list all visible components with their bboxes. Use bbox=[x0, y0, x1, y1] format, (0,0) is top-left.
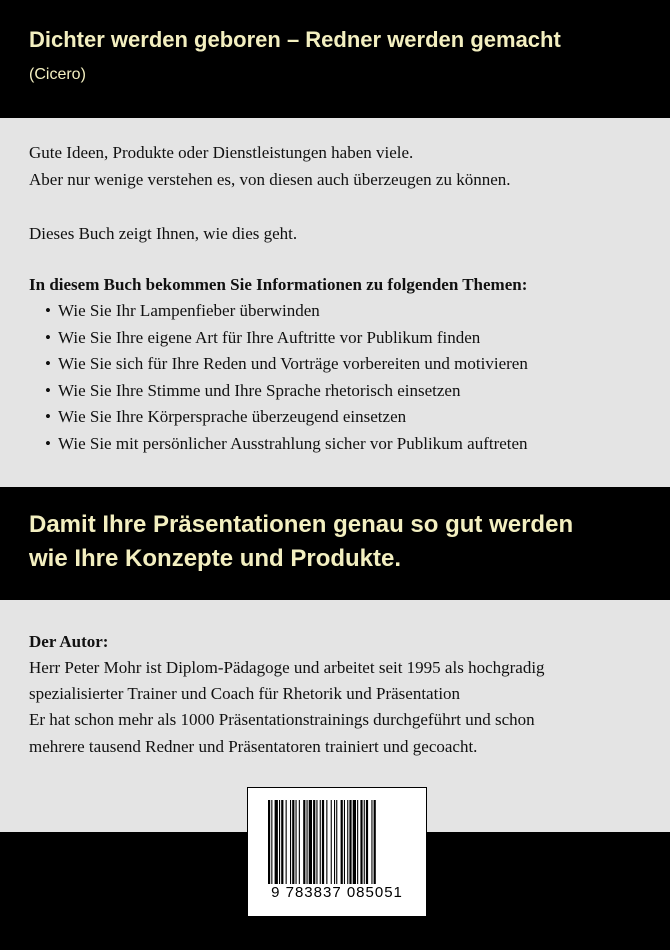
bullet-icon: • bbox=[45, 433, 51, 453]
topics-list bbox=[45, 301, 528, 460]
intro-line: Gute Ideen, Produkte oder Dienstleistungen haben viele. bbox=[29, 143, 414, 162]
author-heading: Der Autor: bbox=[29, 632, 109, 651]
author-line: Er hat schon mehr als 1000 Präsentationstrainings durchgeführt und schon bbox=[29, 710, 535, 729]
list-item: • Wie Sie Ihre Stimme und Ihre Sprache rhetorisch einsetzen bbox=[45, 380, 461, 400]
header-band bbox=[0, 0, 670, 118]
cover-quote: Dichter werden geboren – Redner werden gemacht bbox=[29, 27, 561, 52]
bullet-icon: • bbox=[45, 301, 51, 320]
author-line: Herr Peter Mohr ist Diplom-Pädagoge und arbeitet seit 1995 als hochgradig bbox=[29, 658, 545, 677]
bullet-icon: • bbox=[45, 380, 51, 400]
list-item: • Wie Sie Ihre Körpersprache überzeugend einsetzen bbox=[45, 407, 407, 426]
topics-heading: In diesem Buch bekommen Sie Informationen zu folgenden Themen: bbox=[29, 275, 528, 294]
bullet-icon: • bbox=[45, 327, 51, 347]
author-line: spezialisierter Trainer und Coach für Rhetorik und Präsentation bbox=[29, 684, 461, 703]
slogan-line: Damit Ihre Präsentationen genau so gut werden bbox=[29, 511, 574, 538]
slogan-band bbox=[0, 487, 670, 600]
list-item: • Wie Sie Ihr Lampenfieber überwinden bbox=[45, 301, 320, 320]
list-item: • Wie Sie mit persönlicher Ausstrahlung sicher vor Publikum auftreten bbox=[45, 433, 528, 453]
isbn-barcode bbox=[247, 787, 427, 917]
isbn-number: 9 783837 085051 bbox=[271, 884, 403, 901]
intro-line: Aber nur wenige verstehen es, von diesen auch überzeugen zu können. bbox=[29, 170, 511, 189]
intro-line: Dieses Buch zeigt Ihnen, wie dies geht. bbox=[29, 224, 298, 243]
slogan-line: wie Ihre Konzepte und Produkte. bbox=[29, 545, 402, 572]
bullet-icon: • bbox=[45, 407, 51, 426]
quote-source: (Cicero) bbox=[29, 66, 86, 83]
bullet-icon: • bbox=[45, 354, 51, 373]
list-item: • Wie Sie sich für Ihre Reden und Vorträge vorbereiten und motivieren bbox=[45, 354, 528, 373]
list-item: • Wie Sie Ihre eigene Art für Ihre Auftritte vor Publikum finden bbox=[45, 327, 481, 347]
barcode-bars bbox=[268, 800, 408, 884]
author-line: mehrere tausend Redner und Präsentatoren trainiert und gecoacht. bbox=[29, 737, 478, 756]
